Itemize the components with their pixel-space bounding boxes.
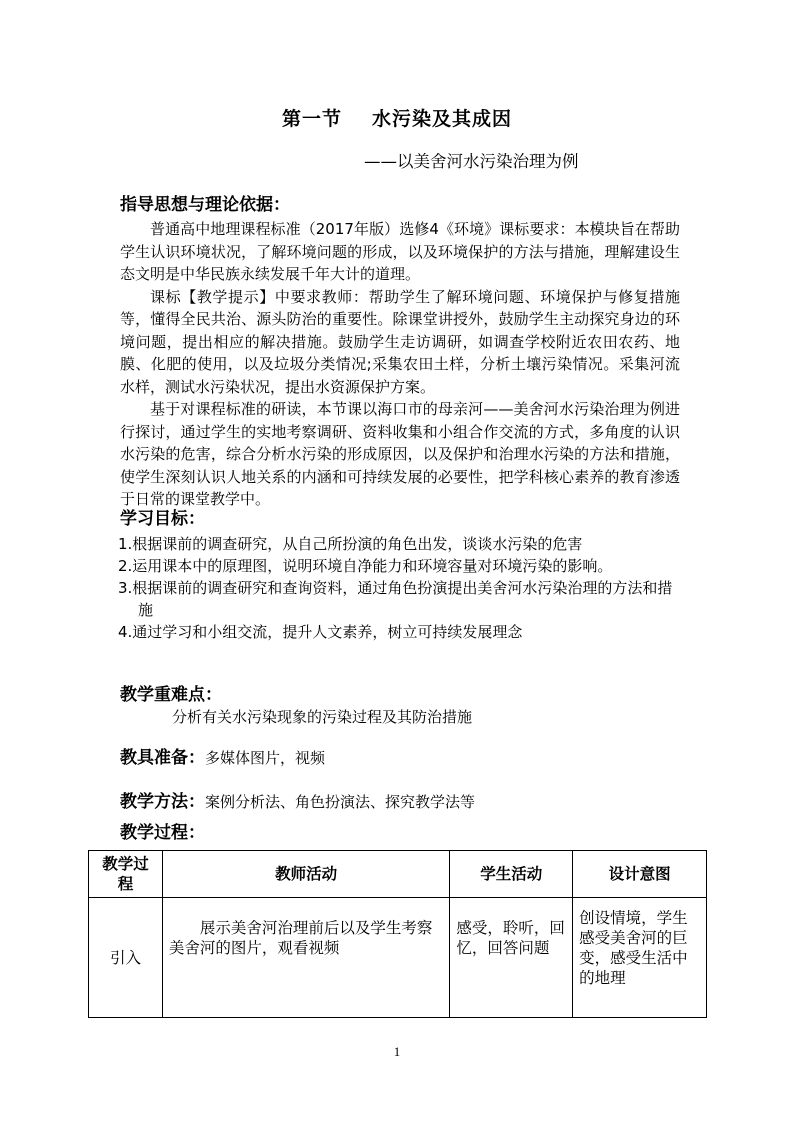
- teacher-activity-cell: [162, 898, 449, 1018]
- page-subtitle: ——以美舍河水污染治理为例: [364, 152, 579, 171]
- goals-list: [118, 533, 678, 643]
- goal-item: 2.运用课本中的原理图，说明环境自净能力和环境容量对环境污染的影响。: [118, 557, 613, 575]
- methods-heading: 教学方法：: [120, 792, 205, 812]
- goal-item: 1.根据课前的调查研究，从自己所扮演的角色出发，谈谈水污染的危害: [118, 535, 583, 553]
- column-header: 设计意图: [573, 851, 707, 898]
- goal-item: 4.通过学习和小组交流，提升人文素养，树立可持续发展理念: [118, 623, 523, 641]
- guide-paragraph: 课标【教学提示】中要求教师：帮助学生了解环境问题、环境保护与修复措施等，懂得全民共治、源头防治的重要性。除课堂讲授外，鼓励学生主动探究身边的环境问题，提出相应的解决措施。鼓励学生走访调研，如调查学校附近农田农药、地膜、化肥的使用，以及垃圾分类情况;采集农田土样，分析土壤污染情况。采集河流水样，测试水污染状况，提出水资源保护方案。: [120, 287, 680, 396]
- methods-text: 案例分析法、角色扮演法、探究教学法等: [205, 793, 476, 811]
- student-activity-cell: 感受，聆听，回忆，回答问题: [450, 898, 573, 1018]
- focus-text: 分析有关水污染现象的污染过程及其防治措施: [172, 708, 473, 726]
- process-heading: 教学过程：: [120, 823, 205, 843]
- stage-cell: 引入: [89, 898, 163, 1018]
- table-row: [89, 898, 707, 1018]
- guide-paragraph: 普通高中地理课程标准（2017年版）选修4《环境》课标要求：本模块旨在帮助学生认识环境状况，了解环境问题的形成，以及环境保护的方法与措施，理解建设生态文明是中华民族永续发展千年大计的道理。: [120, 220, 680, 283]
- column-header: 教学过程: [89, 851, 163, 898]
- tools-text: 多媒体图片，视频: [205, 749, 326, 767]
- design-intent-cell: 创设情境，学生感受美舍河的巨变，感受生活中的地理: [573, 898, 707, 1018]
- goals-heading: 学习目标：: [120, 509, 205, 529]
- tools-heading: 教具准备：: [120, 748, 205, 768]
- page-title: [0, 104, 794, 131]
- methods-line: [120, 787, 475, 812]
- tools-line: [120, 743, 325, 768]
- page-number: 1: [393, 1044, 401, 1059]
- guide-paragraph: 基于对课程标准的研读，本节课以海口市的母亲河——美舍河水污染治理为例进行探讨，通过学生的实地考察调研、资料收集和小组合作交流的方式，多角度的认识水污染的危害，综合分析水污染的形成原因，以及保护和治理水污染的方法和措施，使学生深刻认识人地关系的内涵和可持续发展的必要性，把学科核心素养的教育渗透于日常的课堂教学中。: [120, 400, 680, 508]
- column-header: 教师活动: [162, 851, 449, 898]
- title-section: 第一节: [281, 108, 342, 130]
- teacher-activity-text: 展示美舍河治理前后以及学生考察美舍河的图片，观看视频: [168, 919, 433, 957]
- process-table: [88, 850, 707, 1018]
- guide-heading: 指导思想与理论依据：: [120, 195, 290, 215]
- column-header: 学生活动: [450, 851, 573, 898]
- title-main: 水污染及其成因: [372, 108, 513, 130]
- focus-heading: 教学重难点：: [120, 685, 222, 705]
- guide-body: [120, 218, 680, 511]
- goal-item: 3.根据课前的调查研究和查询资料，通过角色扮演提出美舍河水污染治理的方法和措施: [118, 579, 673, 619]
- table-header-row: [89, 851, 707, 898]
